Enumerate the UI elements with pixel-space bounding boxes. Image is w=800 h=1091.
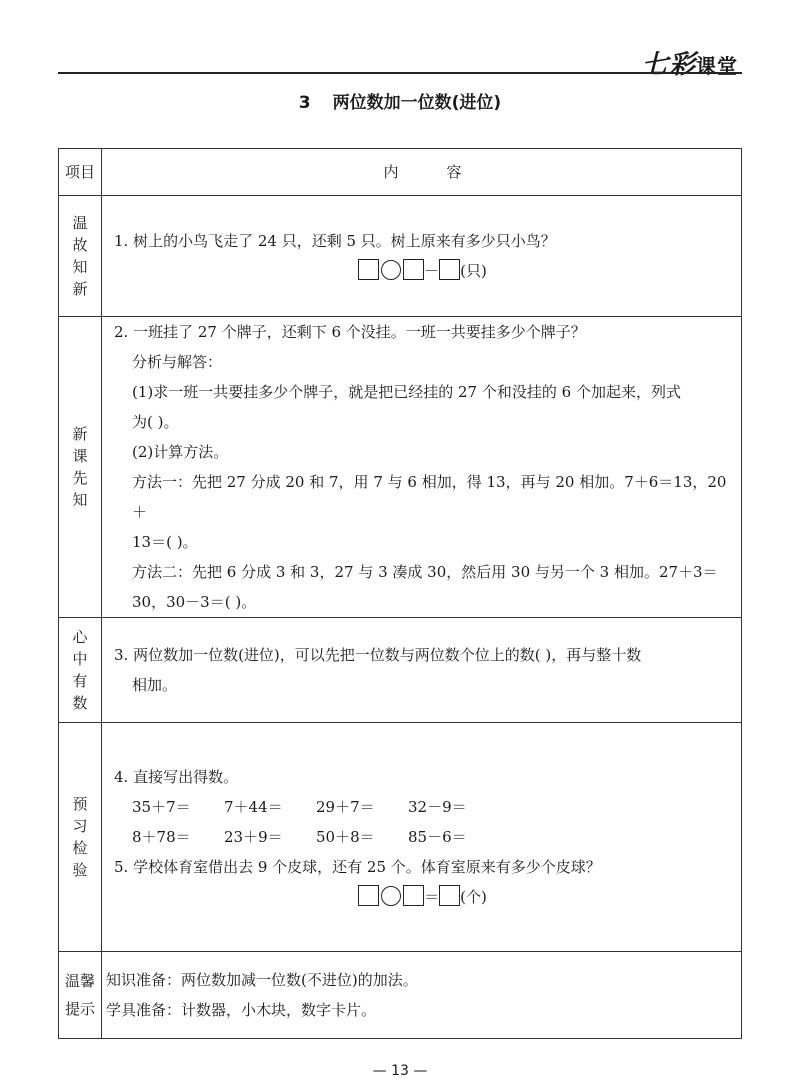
exercise-item: 35＋7＝	[132, 798, 191, 816]
label-char: 心	[72, 628, 88, 646]
brand-big: 七彩	[641, 50, 696, 80]
section-label	[59, 952, 102, 1039]
exercise-item: 7＋44＝	[224, 798, 283, 816]
section-label	[59, 723, 102, 952]
lesson-number: 3	[298, 93, 311, 113]
section-label	[59, 196, 102, 317]
section-summary	[59, 618, 742, 723]
header-content-b: 容	[446, 163, 462, 181]
answer-box[interactable]	[439, 885, 460, 906]
answer-equation-5	[114, 882, 731, 912]
exercise-grid	[118, 792, 731, 852]
label-char: 有	[72, 672, 88, 690]
label-char: 新	[72, 280, 88, 298]
label-char: 新	[72, 425, 88, 443]
section-review	[59, 196, 742, 317]
text-line: 为( )。	[132, 413, 179, 431]
question-3: 3. 两位数加一位数(进位)，可以先把一位数与两位数个位上的数( )，再与整十数	[114, 646, 642, 664]
answer-equation-1	[114, 256, 731, 286]
text-line: 分析与解答：	[132, 353, 223, 371]
question-5: 5. 学校体育室借出去 9 个皮球，还有 25 个。体育室原来有多少个皮球？	[114, 858, 601, 876]
exercise-item: 32－9＝	[408, 798, 467, 816]
answer-box[interactable]	[403, 259, 424, 280]
section-check	[59, 723, 742, 952]
lesson-table	[58, 148, 742, 1039]
text-line: (1)求一班一共要挂多少个牌子，就是把已经挂的 27 个和没挂的 6 个加起来，列式	[132, 383, 681, 401]
lesson-title: 两位数加一位数(进位)	[332, 93, 502, 113]
exercise-item: 50＋8＝	[316, 828, 375, 846]
text-line: 相加。	[132, 676, 178, 694]
header-rule	[58, 72, 742, 74]
exercise-item: 23＋9＝	[224, 828, 283, 846]
section-content	[102, 196, 742, 317]
label-char: 数	[72, 694, 88, 712]
brand-small: 课堂	[696, 54, 738, 78]
section-label	[59, 317, 102, 618]
exercise-item: 8＋78＝	[132, 828, 191, 846]
operator-circle[interactable]	[381, 886, 401, 906]
equation-operator: ＝	[424, 888, 440, 906]
equation-operator: －	[424, 262, 440, 280]
header-item: 项目	[59, 149, 102, 196]
question-1: 1. 树上的小鸟飞走了 24 只，还剩 5 只。树上原来有多少只小鸟？	[114, 232, 556, 250]
section-content	[102, 723, 742, 952]
question-4: 4. 直接写出得数。	[114, 768, 239, 786]
table-header-row	[59, 149, 742, 196]
label-char: 温馨	[64, 972, 95, 990]
section-preview	[59, 317, 742, 618]
label-char: 验	[72, 861, 88, 879]
answer-box[interactable]	[358, 259, 379, 280]
label-char: 中	[72, 650, 88, 668]
brand-logo	[642, 44, 738, 81]
tip-line: 知识准备：两位数加减一位数(不进位)的加法。	[106, 971, 418, 989]
label-char: 提示	[64, 1000, 95, 1018]
text-line: 30，30－3＝( )。	[132, 593, 257, 611]
equation-unit: (只)	[460, 262, 487, 280]
page-number: — 13 —	[372, 1063, 428, 1079]
question-2: 2. 一班挂了 27 个牌子，还剩下 6 个没挂。一班一共要挂多少个牌子？	[114, 323, 586, 341]
exercise-item: 29＋7＝	[316, 798, 375, 816]
page-title	[0, 88, 800, 113]
label-char: 课	[72, 447, 88, 465]
header-content	[102, 149, 742, 196]
section-tips	[59, 952, 742, 1039]
section-label	[59, 618, 102, 723]
section-content	[102, 317, 742, 618]
tip-line: 学具准备：计数器，小木块，数字卡片。	[106, 1001, 377, 1019]
text-line: 方法一：先把 27 分成 20 和 7，用 7 与 6 相加，得 13，再与 20 相加。7＋6＝13，20＋	[132, 473, 727, 521]
label-char: 温	[72, 214, 88, 232]
label-char: 习	[72, 817, 88, 835]
answer-box[interactable]	[403, 885, 424, 906]
header-content-a: 内	[383, 163, 399, 181]
answer-box[interactable]	[439, 259, 460, 280]
label-char: 预	[72, 795, 88, 813]
label-char: 知	[72, 258, 88, 276]
text-line: (2)计算方法。	[132, 443, 229, 461]
equation-unit: (个)	[460, 888, 487, 906]
text-line: 方法二：先把 6 分成 3 和 3，27 与 3 凑成 30，然后用 30 与另一个 3 相加。27＋3＝	[132, 563, 718, 581]
operator-circle[interactable]	[381, 260, 401, 280]
exercise-item: 85－6＝	[408, 828, 467, 846]
label-char: 先	[72, 469, 88, 487]
section-content	[102, 618, 742, 723]
label-char: 检	[72, 839, 88, 857]
text-line: 13＝( )。	[132, 533, 198, 551]
label-char: 知	[72, 491, 88, 509]
answer-box[interactable]	[358, 885, 379, 906]
section-content	[102, 952, 742, 1039]
label-char: 故	[72, 236, 88, 254]
